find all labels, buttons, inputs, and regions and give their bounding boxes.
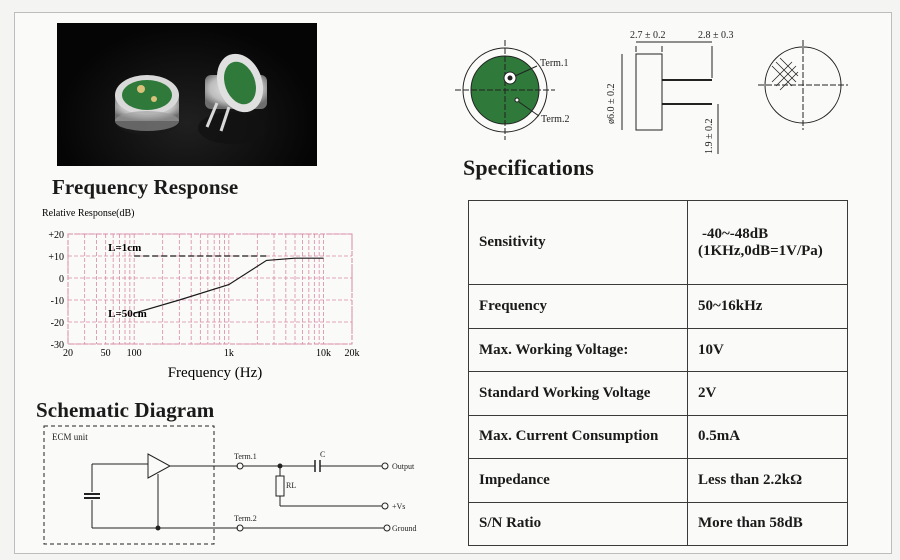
specifications-heading: Specifications xyxy=(463,155,594,180)
width-a-label: 2.7 ± 0.2 xyxy=(630,30,666,41)
spec-value xyxy=(688,201,848,285)
x-tick-label: 100 xyxy=(126,348,142,359)
resistor-label: RL xyxy=(286,481,297,490)
spec-row xyxy=(469,201,848,285)
spec-key: S/N Ratio xyxy=(469,502,688,545)
series-label: L=50cm xyxy=(108,308,147,321)
ecm-unit-label: ECM unit xyxy=(52,432,88,442)
y-tick-label: -10 xyxy=(50,296,64,307)
schematic-heading: Schematic Diagram xyxy=(36,398,215,422)
y-tick-label: 0 xyxy=(59,274,64,285)
spec-value: 10V xyxy=(688,328,848,371)
spec-value: More than 58dB xyxy=(688,502,848,545)
ecm-unit-box xyxy=(44,426,214,544)
spec-key: Max. Working Voltage: xyxy=(469,328,688,371)
term2-dim-label: Term.2 xyxy=(541,114,570,125)
spec-key: Sensitivity xyxy=(469,201,688,285)
frequency-response-heading: Frequency Response xyxy=(52,175,239,199)
output-label: Output xyxy=(392,462,415,471)
spec-value: 50~16kHz xyxy=(688,285,848,328)
spec-row xyxy=(469,415,848,458)
x-tick-label: 1k xyxy=(223,348,234,359)
spec-value-note: (1KHz,0dB=1V/Pa) xyxy=(698,242,823,259)
microphone-capsules-image xyxy=(57,23,317,166)
y-axis-label: Relative Response(dB) xyxy=(42,208,135,219)
ground-node xyxy=(384,525,390,531)
spec-row xyxy=(469,372,848,415)
series-label: L=1cm xyxy=(108,242,142,254)
output-node xyxy=(382,463,388,469)
spec-key: Impedance xyxy=(469,459,688,502)
y-tick-label: -30 xyxy=(50,340,64,351)
top-view-drawing xyxy=(455,40,595,150)
spec-key: Max. Current Consumption xyxy=(469,415,688,458)
y-tick-label: +10 xyxy=(48,252,64,263)
term1-dim-label: Term.1 xyxy=(540,58,569,69)
x-tick-label: 20k xyxy=(344,348,360,359)
width-b-label: 2.8 ± 0.3 xyxy=(698,30,734,41)
ground-label: Ground xyxy=(392,524,417,533)
resistor-symbol xyxy=(276,476,284,496)
vs-node xyxy=(382,503,388,509)
capacitor-label: C xyxy=(320,450,326,459)
x-tick-label: 20 xyxy=(63,348,73,359)
y-tick-label: -20 xyxy=(50,318,64,329)
vs-label: +Vs xyxy=(392,502,406,511)
specifications-table xyxy=(468,200,848,546)
spec-key: Standard Working Voltage xyxy=(469,372,688,415)
diameter-label: ø6.0 ± 0.2 xyxy=(606,83,617,124)
spec-row xyxy=(469,459,848,502)
side-view-drawing xyxy=(600,24,750,164)
spec-row xyxy=(469,328,848,371)
spec-value-main: -40~-48dB xyxy=(702,225,769,242)
term2-label: Term.2 xyxy=(234,514,257,523)
term1-label: Term.1 xyxy=(234,452,257,461)
pin-length-label: 1.9 ± 0.2 xyxy=(704,118,715,154)
chart-series xyxy=(108,242,323,320)
spec-value: 0.5mA xyxy=(688,415,848,458)
spec-value: Less than 2.2kΩ xyxy=(688,459,848,502)
x-axis-label: Frequency (Hz) xyxy=(167,365,263,381)
spec-row xyxy=(469,502,848,545)
x-tick-label: 50 xyxy=(100,348,111,359)
chart-ticks xyxy=(48,230,359,359)
amplifier-symbol xyxy=(148,454,170,478)
x-tick-label: 10k xyxy=(316,348,332,359)
spec-row xyxy=(469,285,848,328)
spec-key: Frequency xyxy=(469,285,688,328)
y-tick-label: +20 xyxy=(48,230,64,241)
front-view-drawing xyxy=(758,40,848,130)
frequency-response-chart xyxy=(40,204,380,384)
product-photo xyxy=(57,23,317,166)
schematic-diagram xyxy=(40,424,440,554)
spec-value: 2V xyxy=(688,372,848,415)
